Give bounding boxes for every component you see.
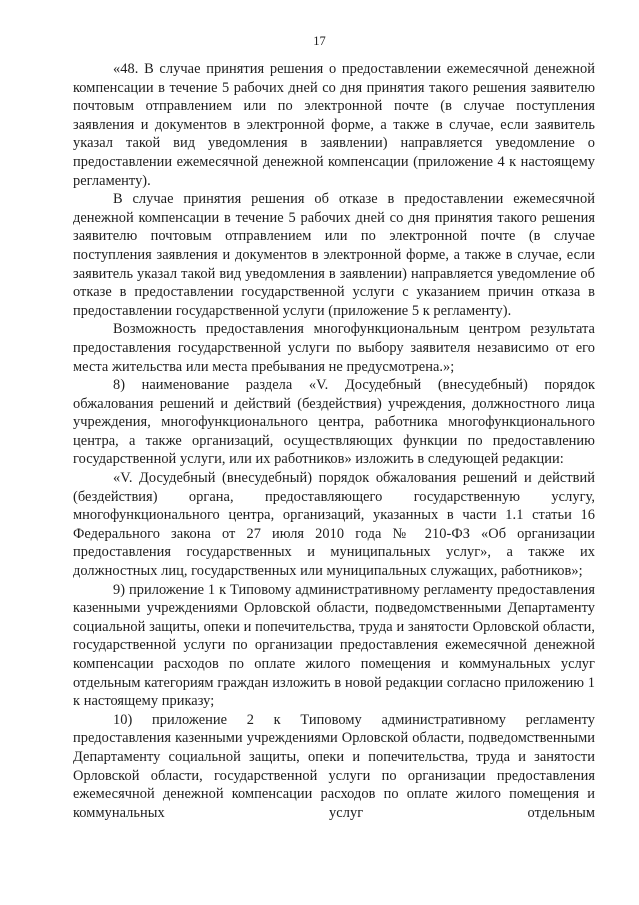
paragraph-item-8-section-title: 8) наименование раздела «V. Досудебный (внесудебный) порядок обжалования решений и действий (бездействия) учреждения, должностного лица учреждения, многофункционального центра, работника многофункционального центра, а также организаций, осуществляющих функции по предоставлению государственной услуги, или их работников» изложить в следующей редакции: bbox=[73, 377, 595, 468]
document-body bbox=[73, 60, 595, 822]
paragraph-refusal-notice: В случае принятия решения об отказе в предоставлении ежемесячной денежной компенсации в течение 5 рабочих дней со дня принятия такого решения заявителю почтовым отправлением или по электронной почте (в случае поступления заявления и документов в электронной форме, а также в случае, если заявитель указал такой вид уведомления в заявлении) направляется уведомление об отказе в предоставлении государственной услуги с указанием причин отказа в предоставлении государственной услуги (приложение 5 к регламенту). bbox=[73, 191, 595, 319]
paragraph-item-48-approval: «48. В случае принятия решения о предоставлении ежемесячной денежной компенсации в течение 5 рабочих дней со дня принятия такого решения заявителю почтовым отправлением или по электронной почте (в случае поступления заявления и документов в электронной форме, а также в случае, если заявитель указал такой вид уведомления в заявлении) направляется уведомление о предоставлении ежемесячной денежной компенсации (приложение 4 к настоящему регламенту). bbox=[73, 61, 595, 189]
paragraph-item-9-appendix-1: 9) приложение 1 к Типовому административному регламенту предоставления казенными учреждениями Орловской области, подведомственными Департаменту социальной защиты, опеки и попечительства, труда и занятости Орловской области, государственной услуги по организации предоставления ежемесячной денежной компенсации расходов по оплате жилого помещения и коммунальных услуг отдельным категориям граждан изложить в новой редакции согласно приложению 1 к настоящему приказу; bbox=[73, 581, 595, 710]
paragraph-mfc-result: Возможность предоставления многофункциональным центром результата предоставления государственной услуги по выбору заявителя независимо от его места жительства или места пребывания не предусмотрена.»; bbox=[73, 321, 595, 375]
page-number: 17 bbox=[313, 34, 326, 48]
paragraph-section-v-new-title: «V. Досудебный (внесудебный) порядок обжалования решений и действий (бездействия) органа, предоставляющего государственную услугу, многофункционального центра, организаций, указанных в части 1.1 статьи 16 Федерального закона от 27 июля 2010 года № 210-ФЗ «Об организации предоставления государственных и муниципальных услуг», а также их должностных лиц, государственных или муниципальных служащих, работников»; bbox=[73, 470, 595, 580]
paragraph-item-10-appendix-2: 10) приложение 2 к Типовому административному регламенту предоставления казенными учреждениями Орловской области, подведомственными Департаменту социальной защиты, опеки и попечительства, труда и занятости Орловской области, государственной услуги по организации предоставления ежемесячной денежной компенсации расходов по оплате жилого помещения и коммунальных услуг отдельным bbox=[73, 711, 595, 821]
